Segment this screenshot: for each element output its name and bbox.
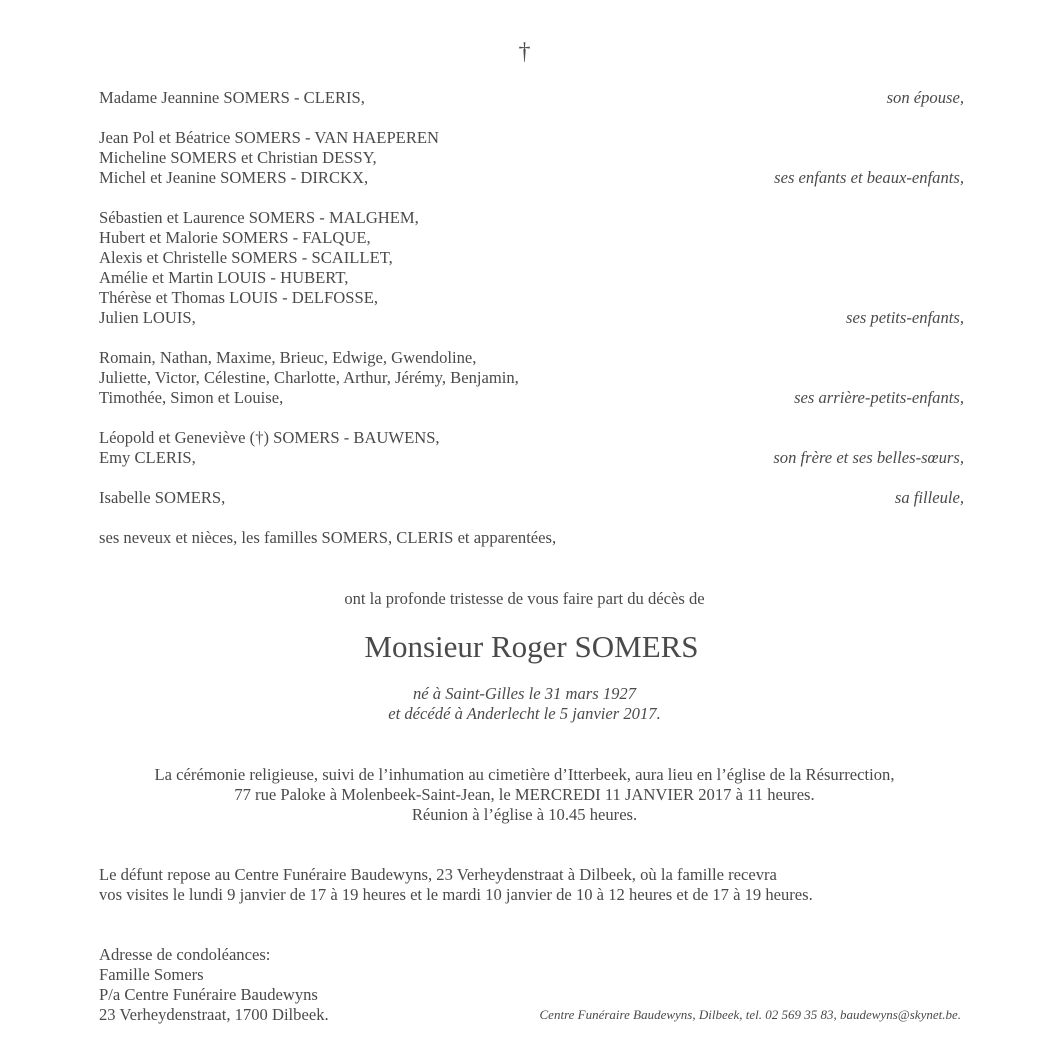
ceremony-line: Réunion à l’église à 10.45 heures. — [411, 805, 638, 824]
family-group-spouse — [99, 88, 964, 108]
family-name-line: ses neveux et nièces, les familles SOMERS, CLERIS et apparentées, — [99, 528, 557, 547]
condolences-line: Adresse de condoléances: — [99, 945, 271, 964]
condolences-line: P/a Centre Funéraire Baudewyns — [99, 985, 318, 1004]
family-group-siblings — [99, 428, 964, 468]
family-name-line: Juliette, Victor, Célestine, Charlotte, Arthur, Jérémy, Benjamin, — [99, 368, 519, 387]
condolences-address — [99, 945, 329, 1025]
family-group-extended — [99, 528, 964, 548]
family-name-line: Romain, Nathan, Maxime, Brieuc, Edwige, Gwendoline, — [99, 348, 477, 367]
ceremony-line: La cérémonie religieuse, suivi de l’inhumation au cimetière d’Itterbeek, aura lieu en l’église de la Résurrection, — [154, 765, 895, 784]
family-name-line: Michel et Jeanine SOMERS - DIRCKX, — [99, 168, 369, 187]
relation-label: sa filleule, — [894, 488, 964, 507]
family-group-children — [99, 128, 964, 188]
family-name-line: Micheline SOMERS et Christian DESSY, — [99, 148, 377, 167]
visitation-line: vos visites le lundi 9 janvier de 17 à 19 heures et le mardi 10 janvier de 10 à 12 heures et de 17 à 19 heures. — [99, 885, 813, 904]
ceremony-line: 77 rue Paloke à Molenbeek-Saint-Jean, le MERCREDI 11 JANVIER 2017 à 11 heures. — [234, 785, 815, 804]
family-name-line: Isabelle SOMERS, — [99, 488, 226, 507]
visitation-line: Le défunt repose au Centre Funéraire Baudewyns, 23 Verheydenstraat à Dilbeek, où la famille recevra — [99, 865, 777, 884]
relation-label: ses arrière-petits-enfants, — [794, 388, 964, 407]
relation-label: son frère et ses belles-sœurs, — [773, 448, 964, 467]
condolences-line: 23 Verheydenstraat, 1700 Dilbeek. — [99, 1005, 329, 1024]
visitation-info — [99, 865, 813, 905]
relation-label: son épouse, — [886, 88, 964, 107]
condolences-line: Famille Somers — [99, 965, 204, 984]
family-group-goddaughter — [99, 488, 964, 508]
death-line: et décédé à Anderlecht le 5 janvier 2017. — [388, 704, 661, 723]
family-name-line: Amélie et Martin LOUIS - HUBERT, — [99, 268, 349, 287]
family-group-great-grandchildren — [99, 348, 964, 408]
family-name-line: Léopold et Geneviève (†) SOMERS - BAUWENS, — [99, 428, 440, 447]
birth-line: né à Saint-Gilles le 31 mars 1927 — [412, 684, 637, 703]
family-name-line: Sébastien et Laurence SOMERS - MALGHEM, — [99, 208, 419, 227]
family-name-line: Timothée, Simon et Louise, — [99, 388, 284, 407]
funeral-home-credit: Centre Funéraire Baudewyns, Dilbeek, tel. 02 569 35 83, baudewyns@skynet.be. — [539, 1007, 961, 1022]
relation-label: ses petits-enfants, — [846, 308, 964, 327]
family-name-line: Thérèse et Thomas LOUIS - DELFOSSE, — [99, 288, 378, 307]
family-name-line: Hubert et Malorie SOMERS - FALQUE, — [99, 228, 371, 247]
relation-label: ses enfants et beaux-enfants, — [774, 168, 964, 187]
deceased-name: Monsieur Roger SOMERS — [364, 629, 699, 664]
family-group-grandchildren — [99, 208, 964, 328]
family-name-line: Julien LOUIS, — [99, 308, 196, 327]
cross-icon: † — [518, 39, 531, 65]
family-name-line: Madame Jeannine SOMERS - CLERIS, — [99, 88, 365, 107]
family-name-line: Jean Pol et Béatrice SOMERS - VAN HAEPEREN — [99, 128, 440, 147]
announcement-intro: ont la profonde tristesse de vous faire part du décès de — [344, 589, 705, 608]
family-name-line: Emy CLERIS, — [99, 448, 196, 467]
family-name-line: Alexis et Christelle SOMERS - SCAILLET, — [99, 248, 393, 267]
